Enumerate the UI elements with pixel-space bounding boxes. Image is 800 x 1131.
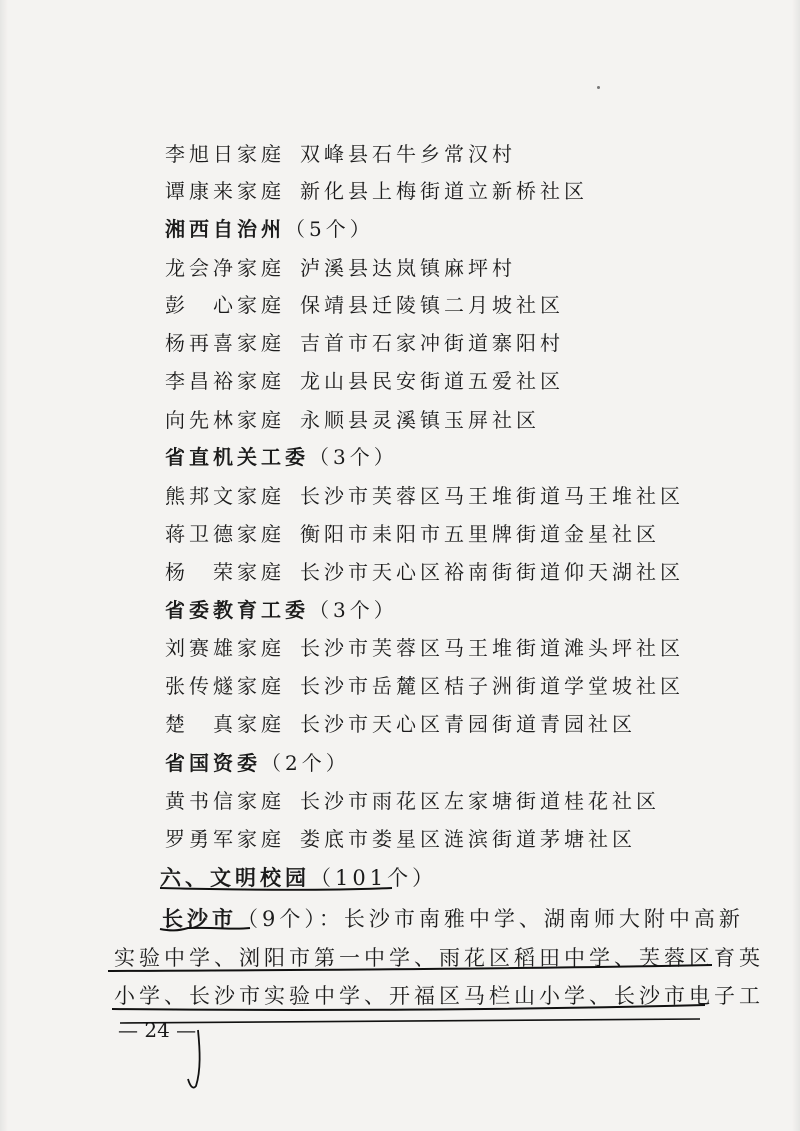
family-name: 龙会净家庭	[165, 256, 285, 280]
family-address: 长沙市岳麓区桔子洲街道学堂坡社区	[300, 674, 684, 698]
family-name: 杨 荣家庭	[165, 560, 285, 584]
category-name: 湘西自治州	[165, 217, 285, 241]
handwritten-underline	[160, 888, 392, 890]
family-address: 长沙市雨花区左家塘街道桂花社区	[300, 789, 660, 813]
family-name: 黄书信家庭	[165, 789, 285, 813]
family-address: 长沙市天心区裕南街街道仰天湖社区	[300, 560, 684, 584]
family-address: 龙山县民安街道五爱社区	[300, 369, 564, 393]
family-address: 泸溪县达岚镇麻坪村	[300, 256, 516, 280]
category-count: （3个）	[309, 445, 398, 469]
family-name: 李旭日家庭	[165, 142, 285, 166]
handwritten-underline	[112, 1005, 705, 1010]
handwritten-check	[188, 1030, 200, 1088]
family-name: 熊邦文家庭	[165, 484, 285, 508]
paragraph-text: 实验中学、浏阳市第一中学、雨花区稻田中学、芙蓉区育英	[114, 946, 764, 970]
category-count: （3个）	[309, 598, 398, 622]
family-address: 吉首市石家冲街道寨阳村	[300, 331, 564, 355]
family-name: 彭 心家庭	[165, 293, 285, 317]
family-address: 永顺县灵溪镇玉屏社区	[300, 408, 540, 432]
family-name: 谭康来家庭	[165, 179, 285, 203]
handwritten-underline	[108, 965, 712, 971]
handwritten-underline	[120, 1019, 700, 1023]
category-name: 省国资委	[165, 751, 261, 775]
family-name: 楚 真家庭	[165, 712, 285, 736]
category-name: 省委教育工委	[165, 598, 309, 622]
section-count: （101个）	[310, 866, 438, 890]
page-number: — 24 —	[118, 1018, 197, 1042]
family-address: 长沙市芙蓉区马王堆街道马王堆社区	[300, 484, 684, 508]
family-address: 长沙市芙蓉区马王堆街道滩头坪社区	[300, 636, 684, 660]
family-address: 衡阳市耒阳市五里牌街道金星社区	[300, 522, 660, 546]
category-count: （2个）	[261, 751, 350, 775]
family-name: 罗勇军家庭	[165, 827, 285, 851]
family-name: 刘赛雄家庭	[165, 636, 285, 660]
section-title: 六、文明校园	[160, 865, 310, 890]
paragraph-text: （9个）：长沙市南雅中学、湖南师大附中高新	[237, 907, 744, 931]
family-address: 娄底市娄星区涟滨街道茅塘社区	[300, 827, 636, 851]
family-address: 新化县上梅街道立新桥社区	[300, 179, 588, 203]
family-name: 李昌裕家庭	[165, 369, 285, 393]
category-count: （5个）	[285, 217, 374, 241]
family-name: 杨再喜家庭	[165, 331, 285, 355]
handwritten-underline	[160, 928, 250, 931]
family-address: 长沙市天心区青园街道青园社区	[300, 712, 636, 736]
family-name: 张传燧家庭	[165, 674, 285, 698]
family-address: 保靖县迁陵镇二月坡社区	[300, 293, 564, 317]
family-name: 蒋卫德家庭	[165, 522, 285, 546]
city-label: 长沙市	[162, 906, 237, 931]
category-name: 省直机关工委	[165, 445, 309, 469]
family-name: 向先林家庭	[165, 408, 285, 432]
family-address: 双峰县石牛乡常汉村	[300, 142, 516, 166]
paragraph-text: 小学、长沙市实验中学、开福区马栏山小学、长沙市电子工	[114, 984, 764, 1008]
